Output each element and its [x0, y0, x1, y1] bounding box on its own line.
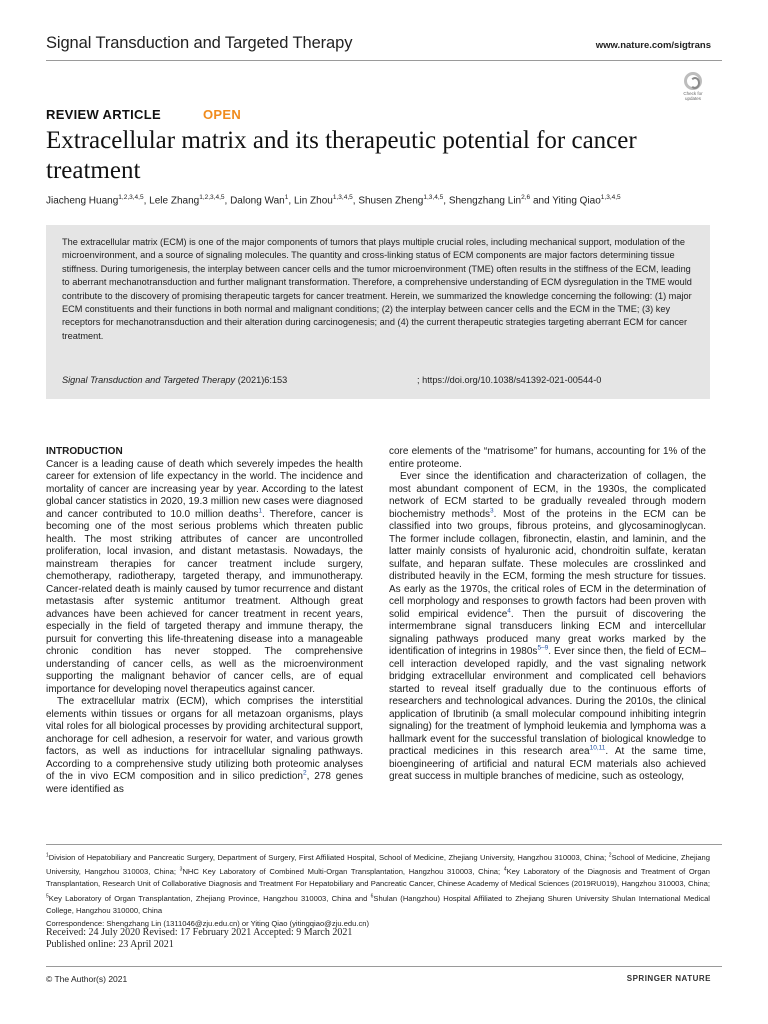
reference-link[interactable]: 10,11: [589, 744, 606, 752]
abstract-text: The extracellular matrix (ECM) is one of the major components of tumors that plays multiple crucial roles, including mechanical support, modulation of the microenvironment, and a source of signaling molecules. The quantity and cross-linking status of ECM components are major factors determining tissue stiffness. During tumorigenesis, the interplay between cancer cells and the tumor microenvironment (TME) often results in the stiffness of the ECM, leading to aberrant mechanotransduction and further malignant transformation. Therefore, a comprehensive understanding of ECM dysregulation in the TME would contribute to the discovery of promising therapeutic targets for cancer treatment. Herein, we summarized the knowledge concerning the following: (1) major ECM constituents and their functions in both normal and malignant conditions; (2) the interplay between cancer cells and the ECM in the TME; (3) key receptors for mechanotransduction and their alteration during carcinogenesis; and (4) the current therapeutic strategies targeting aberrant ECM for cancer treatment.: [62, 237, 692, 341]
author-name[interactable]: Shusen Zheng: [358, 195, 424, 207]
reference-link[interactable]: 5–9: [537, 644, 549, 652]
affiliation-number: 3: [179, 866, 183, 873]
publisher-logo: SPRINGER NATURE: [626, 974, 711, 983]
author-affiliation-ref: 1: [284, 194, 289, 201]
affiliation-number: 6: [370, 893, 374, 900]
article-type-label: REVIEW ARTICLE: [46, 107, 161, 122]
author-name[interactable]: Shengzhang Lin: [448, 195, 522, 207]
published-date: Published online: 23 April 2021: [46, 939, 174, 950]
reference-link[interactable]: 3: [490, 507, 494, 515]
article-dates: [46, 927, 352, 951]
body-column-left: [46, 446, 363, 796]
header-divider: [46, 60, 722, 61]
author-affiliation-ref: 1,3,4,5: [600, 194, 621, 201]
check-for-updates-badge[interactable]: [678, 72, 708, 104]
author-affiliation-ref: 2,6: [521, 194, 531, 201]
paragraph: The extracellular matrix (ECM), which comprises the interstitial elements within tissues or organs for all metazoan organisms, plays vital roles for all biological processes by providing architectural support, anchorage for cell adhesion, a reservoir for water, and various growth factors, as well as inductions for intracellular signaling pathways. According to a comprehensive study utilizing both proteomic analyses of the in vivo ECM composition and in silico prediction$^2$, 278 genes were identified as: [46, 696, 363, 795]
author-list: Jiacheng Huang$^{1,2,3,4,5}$, Lele Zhang$^{1,2,3,4,5}$, Dalong Wan$^1$, Lin Zhou$^{1,3,4,5}$, Shusen Zheng$^{1,3,4,5}$, Shengzhang Lin$^{2,6}$ and Yiting Qiao$^{1,3,4,5}$: [46, 194, 621, 207]
section-heading: INTRODUCTION: [46, 446, 123, 457]
reference-link[interactable]: 4: [507, 607, 511, 615]
author-affiliation-ref: 1,2,3,4,5: [118, 194, 144, 201]
open-access-badge: OPEN: [203, 107, 242, 122]
check-for-updates-label: Check for updates: [683, 91, 703, 101]
doi-link[interactable]: ; https://doi.org/10.1038/s41392-021-00544-0: [417, 375, 602, 385]
author-name[interactable]: Lele Zhang: [149, 195, 200, 207]
paragraph: Ever since the identification and characterization of collagen, the most abundant component of ECM, in the 1930s, the complicated network of ECM started to be gradually revealed through modern biochemistry methods$^3$. Most of the proteins in the ECM can be classified into two groups, fibrous proteins, and glycosaminoglycan. The former include collagen, fibronectin, elastin, and laminin, and the latter mainly consists of hyaluronic acid, chondroitin sulfate, keratan sulfate, and heparan sulfate. These molecules are crosslinked and distributed heavily in the ECM, forming the mesh structure for tissues. As early as the 1970s, the critical roles of ECM in the determination of cell morphology and responses to growth factors had been proven with solid empirical evidence$^4$. Then the pursuit of discovering the intermembrane signal transducers linking ECM and intercellular signaling pathways produced many great works marked by the identification of integrins in 1980s$^{5-9}$. Ever since then, the field of ECM–cell interaction developed rapidly, and the vast signaling network bridging extracellular environment and complicated cell behaviors started to reveal itself gradually due to the continuous efforts of researchers and technological advances. During the 2010s, the clinical application of Ibrutinib (a small molecular compound inhibiting integrin signaling) for the treatment of lymphoid leukemia and lymphoma was a hallmark event for the successful translation of biological knowledge to practical medicines in this research area$^{10,11}$. At the same time, bioengineering of artificial and natural ECM materials also achieved great success in multiple branches of medicine, such as osteology,: [389, 471, 707, 782]
check-for-updates-icon: [684, 72, 702, 90]
citation-volume: (2021)6:153: [235, 375, 288, 385]
author-name[interactable]: Jiacheng Huang: [46, 195, 119, 207]
paragraph: core elements of the “matrisome” for humans, accounting for 1% of the entire proteome.: [389, 446, 706, 470]
received-dates: Received: 24 July 2020 Revised: 17 February 2021 Accepted: 9 March 2021: [46, 927, 353, 938]
affiliation-number: 5: [46, 893, 49, 900]
journal-title: Signal Transduction and Targeted Therapy: [46, 34, 353, 52]
affiliation-list: $^1$Division of Hepatobiliary and Pancreatic Surgery, Department of Surgery, First Affiliated Hospital, School of Medicine, Zhejiang University, Hangzhou 310003, China; $^2$School of Medicine, Zhejiang University, Hangzhou 310003, China; $^3$NHC Key Laboratory of Combined Multi-Organ Transplantation, Hangzhou 310003, China; $^4$Key Laboratory of the Diagnosis and Treatment of Organ Transplantation, Research Unit of Collaborative Diagnosis and Treatment For Hepatobiliary and Pancreatic Cancer, Chinese Academy of Medical Sciences (2019RU019), Hangzhou 310003, China; $^5$Key Laboratory of Organ Transplantation, Zhejiang Province, Hangzhou 310003, China and $^6$Shulan (Hangzhou) Hospital Affiliated to Zhejiang Shuren University Shulan International Medical College, Hangzhou 310000, China: [46, 852, 711, 916]
author-name[interactable]: Yiting Qiao: [552, 195, 601, 207]
author-affiliation-ref: 1,3,4,5: [332, 194, 353, 201]
citation-line: [62, 375, 694, 385]
journal-url-link[interactable]: www.nature.com/sigtrans: [595, 40, 711, 51]
author-affiliation-ref: 1,3,4,5: [423, 194, 444, 201]
affiliations: [46, 849, 710, 930]
article-title: Extracellular matrix and its therapeutic potential for cancer treatment: [46, 127, 637, 184]
reference-link[interactable]: 2: [302, 769, 307, 777]
correspondence: Correspondence: Shengzhang Lin (1311046@zju.edu.cn) or Yiting Qiao (yitingqiao@zju.edu.cn): [46, 918, 370, 928]
reference-link[interactable]: 1: [258, 507, 263, 515]
author-affiliation-ref: 1,2,3,4,5: [199, 194, 225, 201]
citation-journal: Signal Transduction and Targeted Therapy: [62, 375, 236, 385]
author-name[interactable]: Lin Zhou: [293, 195, 333, 207]
paragraph: Cancer is a leading cause of death which severely impedes the health career for extension of life expectancy in the world. The incidence and mortality of cancer are increasing year by year. According to the latest global cancer statistics in 2020, 19.3 million new cases were diagnosed and cancer contributed to 10.0 million deaths$^1$. Therefore, cancer is becoming one of the most serious problems which threaten public health. The most striking attributes of cancer are uncontrolled proliferation, local invasion, and distant metastasis. Nowadays, the mainstream therapies for cancer treatment include surgery, chemotherapy, radiotherapy, targeted therapy, and immunotherapy. Cancer-related death is mainly caused by tumor recurrence and distant metastasis after systemic antitumor treatment. Although great advances have been achieved for cancer treatment in recent years, especially in the field of targeted therapy and immune therapy, the pursuit for converting this life-threatening disease into a manageable chronic condition has never stopped. The comprehensive understanding of cancer cells, as well as the microenvironment supporting the malignant behavior of cancer cells, are of equal importance for developing novel therapeutics against cancer.: [46, 458, 363, 695]
affiliation-number: 2: [608, 852, 612, 858]
footer-divider: [46, 966, 722, 967]
author-name[interactable]: Dalong Wan: [230, 195, 285, 207]
affiliation-number: 1: [46, 852, 49, 858]
affiliation-number: 4: [503, 866, 507, 873]
copyright: © The Author(s) 2021: [46, 974, 128, 984]
abstract-box: [46, 225, 710, 399]
footnote-divider: [46, 844, 722, 845]
body-column-right: [389, 446, 706, 784]
